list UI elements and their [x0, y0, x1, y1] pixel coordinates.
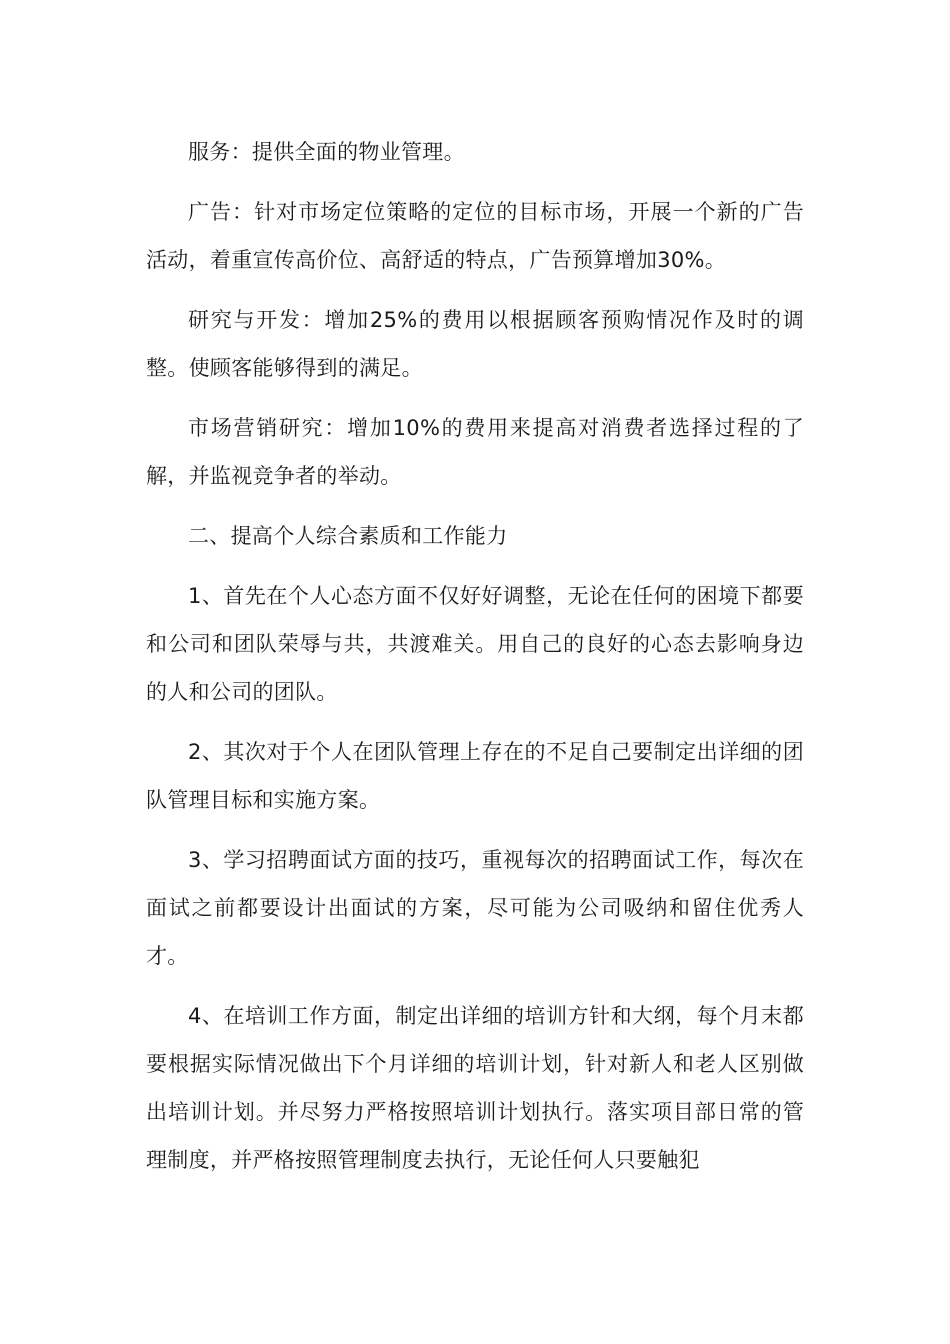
paragraph-item-1: 1、首先在个人心态方面不仅好好调整，无论在任何的困境下都要和公司和团队荣辱与共，共渡难关。用自己的良好的心态去影响身边的人和公司的团队。: [146, 584, 804, 704]
paragraph-research-development: 研究与开发：增加25%的费用以根据顾客预购情况作及时的调整。使顾客能够得到的满足。: [146, 308, 804, 380]
paragraph-item-2: 2、其次对于个人在团队管理上存在的不足自己要制定出详细的团队管理目标和实施方案。: [146, 740, 804, 812]
paragraph-marketing-research: 市场营销研究：增加10%的费用来提高对消费者选择过程的了解，并监视竞争者的举动。: [146, 416, 804, 488]
paragraph-advertising: 广告：针对市场定位策略的定位的目标市场，开展一个新的广告活动，着重宣传高价位、高舒适的特点，广告预算增加30%。: [146, 200, 804, 272]
section-heading: 二、提高个人综合素质和工作能力: [188, 524, 508, 548]
paragraph-item-4: 4、在培训工作方面，制定出详细的培训方针和大纲，每个月末都要根据实际情况做出下个月详细的培训计划，针对新人和老人区别做出培训计划。并尽努力严格按照培训计划执行。落实项目部日常的管理制度，并严格按照管理制度去执行，无论任何人只要触犯: [146, 1004, 804, 1172]
document-body: [146, 128, 804, 1196]
paragraph-item-3: 3、学习招聘面试方面的技巧，重视每次的招聘面试工作，每次在面试之前都要设计出面试的方案，尽可能为公司吸纳和留住优秀人才。: [146, 848, 804, 968]
paragraph-service: 服务：提供全面的物业管理。: [188, 140, 465, 164]
